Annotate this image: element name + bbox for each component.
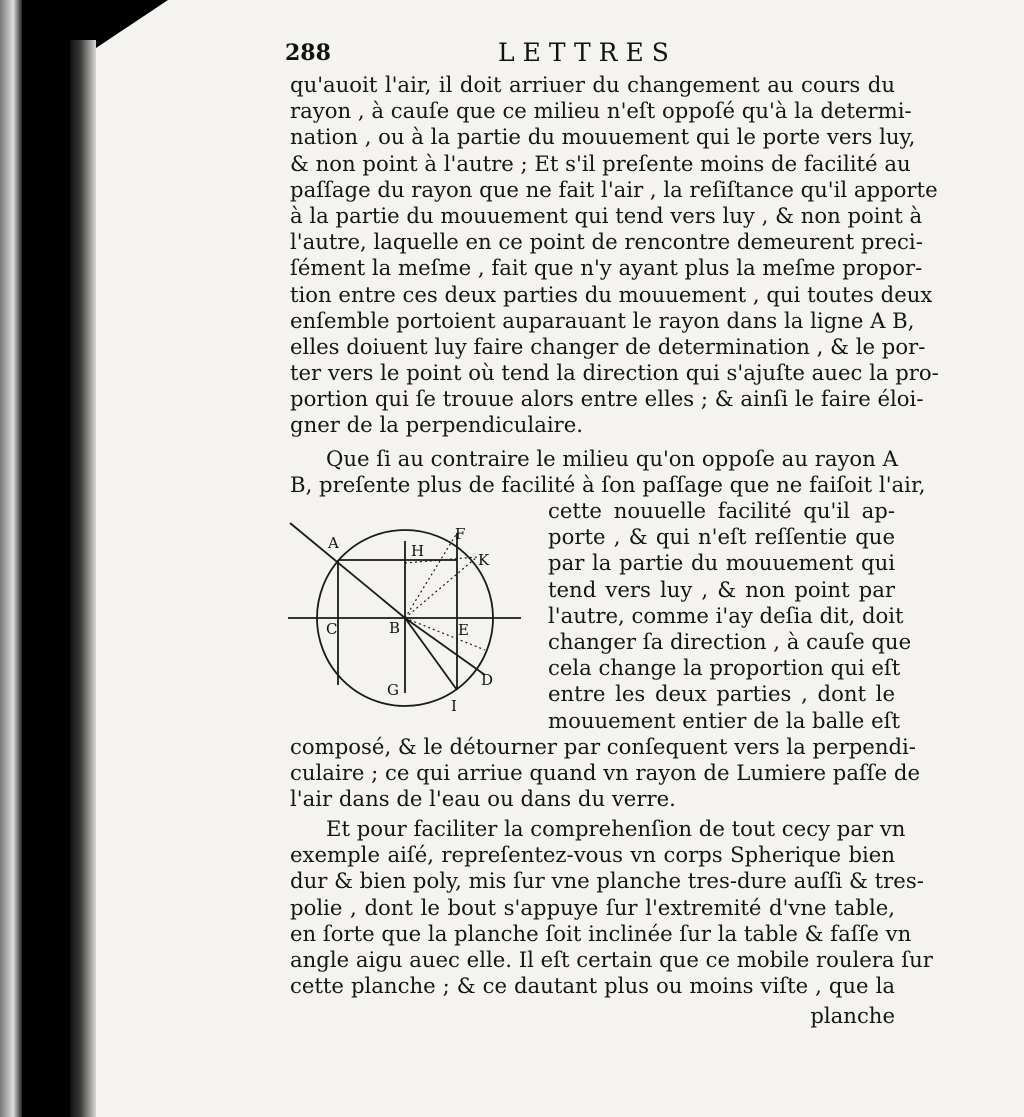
text-line: l'autre, comme i'ay deſia dit, doit	[548, 602, 904, 628]
text-line: enſemble portoient auparauant le rayon dans la ligne A B,	[290, 307, 915, 333]
text-line: elles doiuent luy faire changer de determination , & le por-	[290, 333, 926, 359]
label-d: D	[481, 671, 494, 689]
page-number: 288	[285, 40, 331, 66]
label-a: A	[328, 534, 339, 552]
catchword: planche	[810, 1003, 895, 1028]
adjacent-page-edge	[0, 0, 22, 1117]
text-line: culaire ; ce qui arriue quand vn rayon de Lumiere paſſe de	[290, 760, 921, 786]
text-line: composé, & le détourner par conſequent vers la perpendi-	[290, 734, 916, 759]
label-i: I	[451, 697, 457, 715]
paragraph-2-closing	[290, 734, 921, 813]
text-line: cela change la proportion qui eſt	[548, 655, 901, 681]
text-line: B, preſente plus de facilité à ſon paſſage que ne faiſoit l'air,	[290, 472, 926, 498]
text-line: tend vers luy , & non point par	[548, 576, 895, 602]
text-line: tion entre ces deux parties du mouuement , qui toutes deux	[290, 281, 933, 307]
text-line: dur & bien poly, mis ſur vne planche tres-dure auſſi & tres-	[290, 868, 924, 894]
text-line: l'autre, laquelle en ce point de rencontre demeurent preci-	[290, 229, 923, 255]
text-line: nation , ou à la partie du mouuement qui le porte vers luy,	[290, 124, 916, 150]
text-line: cette nouuelle facilité qu'il ap-	[548, 498, 895, 523]
diagram-ray-i	[405, 618, 457, 690]
text-line: exemple aiſé, repreſentez-vous vn corps Spherique bien	[290, 842, 895, 868]
label-k: K	[478, 551, 490, 569]
label-g: G	[387, 681, 399, 699]
text-line: & non point à l'autre ; Et s'il preſente moins de facilité au	[290, 150, 911, 176]
text-line: cette planche ; & ce dautant plus ou moins viſte , que la	[290, 973, 895, 999]
diagram-incident-ray	[290, 523, 405, 618]
text-line: portion qui ſe trouue alors entre elles ; & ainſi le faire éloi-	[290, 386, 924, 412]
text-line: entre les deux parties , dont le	[548, 681, 895, 707]
text-line: ter vers le point où tend la direction qui s'ajuſte auec la pro-	[290, 360, 939, 386]
running-title: LETTRES	[498, 38, 677, 67]
text-line: par la partie du mouuement qui	[548, 550, 895, 576]
label-e: E	[458, 621, 469, 639]
diagram-dotted-bk	[405, 557, 477, 618]
text-line: gner de la perpendiculaire.	[290, 412, 584, 438]
refraction-diagram	[285, 515, 525, 715]
text-line: angle aigu auec elle. Il eſt certain que ce mobile roulera ſur	[290, 946, 933, 972]
label-f: F	[455, 525, 466, 543]
catchword-line	[290, 1003, 895, 1029]
text-line: Et pour faciliter la comprehenſion de tout cecy par vn	[326, 816, 906, 841]
label-b: B	[389, 619, 401, 637]
label-c: C	[326, 620, 338, 638]
book-spine-shadow	[70, 40, 96, 1117]
text-line: Que ſi au contraire le milieu qu'on oppoſe au rayon A	[326, 446, 898, 471]
paragraph-3	[290, 816, 933, 999]
diagram-ray-d	[405, 618, 485, 675]
text-line: mouuement entier de la balle eſt	[548, 707, 900, 733]
text-line: polie , dont le bout s'appuye ſur l'extremité d'vne table,	[290, 894, 895, 920]
text-line: changer ſa direction , à cauſe que	[548, 628, 912, 654]
text-line: ſément la meſme , fait que n'y ayant plus la meſme propor-	[290, 255, 923, 281]
paragraph-1	[290, 72, 939, 439]
paragraph-2-beside-figure	[548, 498, 912, 734]
label-h: H	[411, 542, 425, 560]
paragraph-2-opening	[290, 446, 926, 498]
text-line: qu'auoit l'air, il doit arriuer du changement au cours du	[290, 72, 895, 97]
text-line: à la partie du mouuement qui tend vers luy , & non point à	[290, 202, 923, 228]
text-line: porte , & qui n'eſt reſſentie que	[548, 524, 895, 550]
text-line: rayon , à cauſe que ce milieu n'eſt oppoſé qu'à la determi-	[290, 98, 912, 124]
text-line: paſſage du rayon que ne fait l'air , la reſiſtance qu'il apporte	[290, 176, 938, 202]
page-header	[285, 38, 900, 70]
text-line: en ſorte que la planche ſoit inclinée ſur la table & faſſe vn	[290, 920, 912, 946]
text-line: l'air dans de l'eau ou dans du verre.	[290, 786, 676, 812]
